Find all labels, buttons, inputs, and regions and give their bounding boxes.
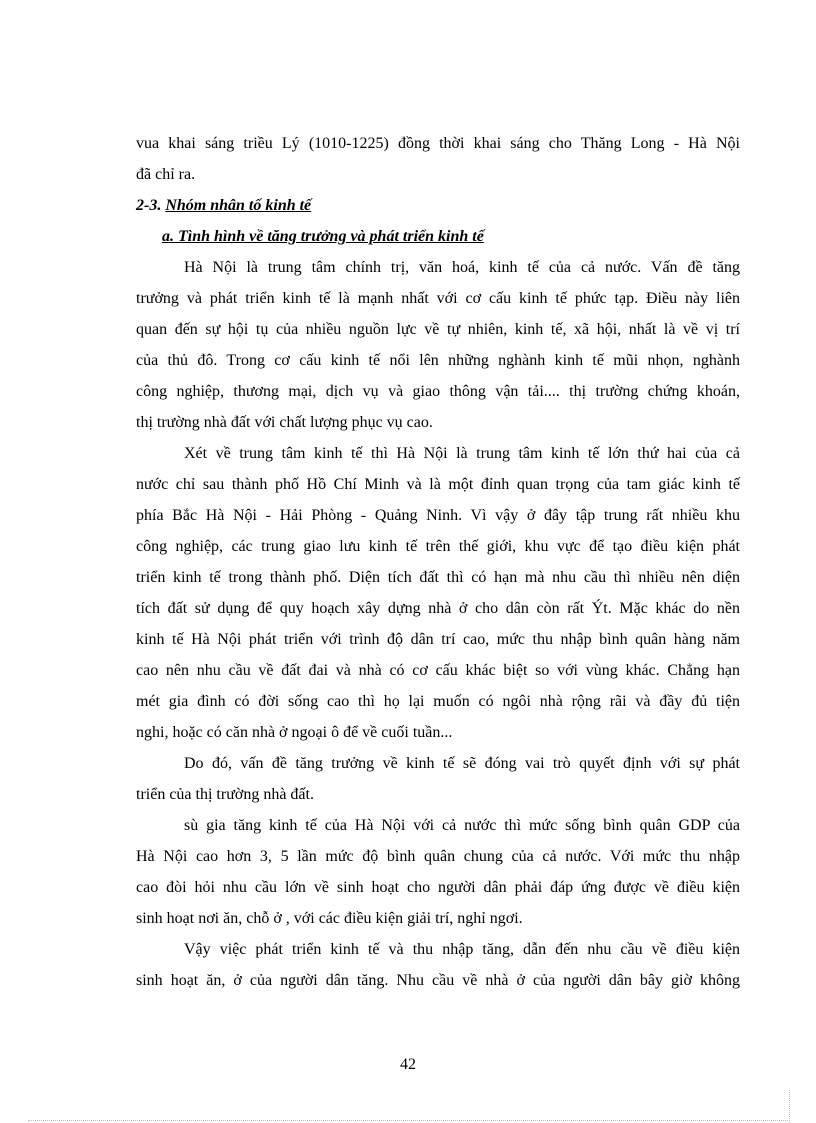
text-line: vua khai sáng triều Lý (1010-1225) đồng thời khai sáng cho Thăng Long - Hà Nội (136, 135, 740, 152)
section-heading (136, 190, 740, 221)
text-line: cao đòi hỏi nhu cầu lớn về sinh hoạt cho người dân phải đáp ứng được về điều kiện (136, 879, 740, 896)
text-line: mét gia đình có đời sống cao thì họ lại muốn có ngôi nhà rộng rãi và đầy đủ tiện (136, 693, 740, 710)
section-title: Nhóm nhân tố kinh tế (165, 197, 312, 214)
text-line: sù gia tăng kinh tế của Hà Nội với cả nước thì mức sống bình quân GDP của (184, 817, 740, 834)
text-line: Vậy việc phát triển kinh tế và thu nhập tăng, dẫn đến nhu cầu về điều kiện (184, 941, 740, 958)
text-line: Xét về trung tâm kinh tế thì Hà Nội là trung tâm kinh tế lớn thứ hai của cả (184, 445, 740, 462)
text-line: quan đến sự hội tụ của nhiều nguồn lực về tự nhiên, kinh tế, xã hội, nhất là về vị trí (136, 321, 740, 338)
paragraph (136, 438, 740, 748)
subsection-title: a. Tình hình về tăng trưởng và phát triển kinh tế (162, 228, 484, 245)
body-text (136, 128, 740, 996)
text-line: Hà Nội là trung tâm chính trị, văn hoá, kinh tế của cả nước. Vấn đề tăng (184, 259, 740, 276)
page-border-right (789, 1090, 790, 1123)
paragraph (136, 810, 740, 934)
text-line: nước chỉ sau thành phố Hồ Chí Minh và là một đỉnh quan trọng của tam giác kinh tế (136, 476, 740, 493)
text-line: công nghiệp, thương mại, dịch vụ và giao thông vận tải.... thị trường chứng khoán, (136, 383, 740, 400)
subsection-heading (136, 221, 740, 252)
text-line: đã chỉ ra. (136, 166, 196, 183)
text-line: sinh hoạt ăn, ở của người dân tăng. Nhu cầu về nhà ở của người dân bây giờ không (136, 972, 740, 989)
text-line: sinh hoạt nơi ăn, chỗ ở , với các điều kiện giải trí, nghỉ ngơi. (136, 910, 523, 927)
paragraph (136, 934, 740, 996)
page-border-bottom (28, 1120, 790, 1121)
text-line: cao nên nhu cầu về đất đai và nhà có cơ cấu khác biệt so với vùng khác. Chẳng hạn (136, 662, 740, 679)
text-line: công nghiệp, các trung giao lưu kinh tế trên thế giới, khu vực để tạo điều kiện phát (136, 538, 740, 555)
text-line: phía Bắc Hà Nội - Hải Phòng - Quảng Ninh. Vì vậy ở đây tập trung rất nhiều khu (136, 507, 740, 524)
text-line: nghi, hoặc có căn nhà ở ngoại ô để về cuối tuần... (136, 724, 453, 741)
text-line: triển của thị trường nhà đất. (136, 786, 314, 803)
text-line: triển kinh tế trong thành phố. Diện tích đất thì có hạn mà nhu cầu thì nhiều nên diện (136, 569, 740, 586)
text-line: Hà Nội cao hơn 3, 5 lần mức độ bình quân chung của cả nước. Với mức thu nhập (136, 848, 740, 865)
paragraph (136, 748, 740, 810)
text-line: thị trường nhà đất với chất lượng phục vụ cao. (136, 414, 433, 431)
text-line: kinh tế Hà Nội phát triển với trình độ dân trí cao, mức thu nhập bình quân hàng năm (136, 631, 740, 648)
text-line: Do đó, vấn đề tăng trưởng về kinh tế sẽ đóng vai trò quyết định với sự phát (184, 755, 740, 772)
text-line: trưởng và phát triển kinh tế là mạnh nhất với cơ cấu kinh tế phức tạp. Điều này liên (136, 290, 740, 307)
section-number: 2-3. (136, 197, 162, 214)
text-line: tích đất sử dụng để quy hoạch xây dựng nhà ở cho dân còn rất Ýt. Mặc khác do nền (136, 600, 740, 617)
paragraph (136, 252, 740, 438)
text-line: của thủ đô. Trong cơ cấu kinh tế nổi lên những nghành kinh tế mũi nhọn, nghành (136, 352, 740, 369)
page-number: 42 (400, 1056, 416, 1073)
